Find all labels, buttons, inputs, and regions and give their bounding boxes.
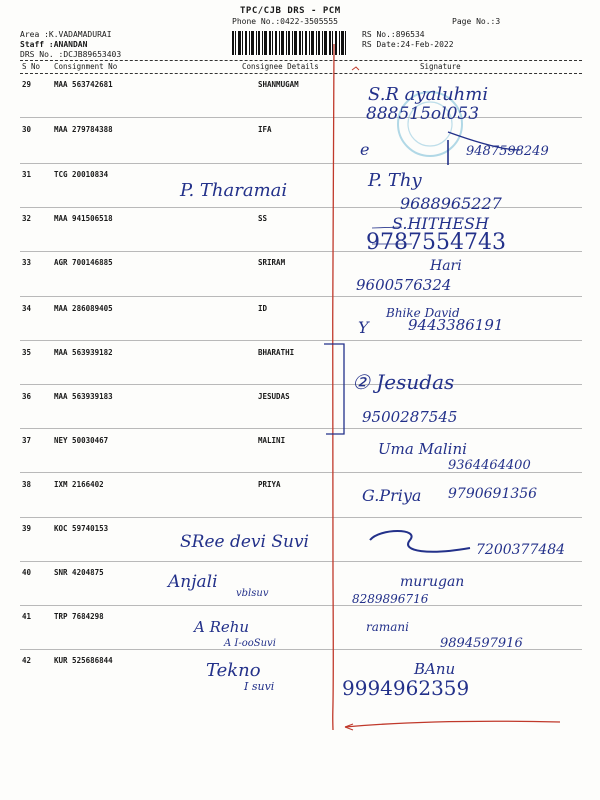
consignee-handwritten: P. Tharamai — [180, 180, 288, 201]
row-sno: 30 — [22, 125, 32, 134]
row-consignee: MALINI — [258, 436, 286, 445]
signature-text: murugan — [400, 574, 465, 590]
row-divider — [20, 428, 582, 429]
page-number: Page No.:3 — [452, 17, 501, 26]
row-consignment: NEY 50030467 — [54, 436, 109, 445]
consignee-handwritten: Anjali — [168, 572, 218, 592]
signature-text: S.R ayaluhmi — [368, 84, 489, 105]
row-consignment: IXM 2166402 — [54, 480, 104, 489]
staff-line — [20, 40, 87, 50]
row-sno: 34 — [22, 304, 32, 313]
row-consignment: TRP 7684298 — [54, 612, 104, 621]
row-sno: 39 — [22, 524, 32, 533]
phone-handwritten: 9994962359 — [342, 676, 470, 700]
phone-handwritten: 7200377484 — [476, 542, 566, 558]
rs-date: RS Date:24-Feb-2022 — [362, 40, 454, 49]
phone-handwritten: 9790691356 — [448, 486, 538, 502]
col-consignee: Consignee Details — [242, 62, 319, 71]
header-rule-top — [20, 60, 582, 61]
row-divider — [20, 561, 582, 562]
row-consignee: PRIYA — [258, 480, 281, 489]
signature-text: P. Thy — [368, 170, 422, 191]
area-label: Area :K.VADAMADURAI — [20, 30, 112, 39]
row-sno: 29 — [22, 80, 32, 89]
handwritten-mark: Y — [358, 318, 369, 337]
row-consignment: MAA 563939183 — [54, 392, 113, 401]
phone-handwritten: 8289896716 — [352, 592, 429, 606]
phone-handwritten: 9364464400 — [448, 458, 531, 473]
handwritten-mark: e — [360, 140, 370, 159]
row-consignment: MAA 279784388 — [54, 125, 113, 134]
signature-text: G.Priya — [362, 486, 422, 505]
row-consignee: IFA — [258, 125, 272, 134]
col-sno: S No — [22, 62, 41, 71]
row-divider — [20, 340, 582, 341]
phone-handwritten: 9500287545 — [362, 408, 458, 426]
consignee-handwritten: SRee devi Suvi — [180, 532, 309, 552]
row-consignment: TCG 20010834 — [54, 170, 109, 179]
col-consignment: Consignment No — [54, 62, 118, 71]
phone-number: Phone No.:0422-3505555 — [232, 17, 338, 26]
row-sno: 31 — [22, 170, 32, 179]
col-signature: Signature — [420, 62, 461, 71]
rs-number: RS No.:896534 — [362, 30, 425, 39]
row-sno: 35 — [22, 348, 32, 357]
row-consignment: SNR 4204875 — [54, 568, 104, 577]
phone-handwritten: 9600576324 — [356, 276, 452, 294]
row-consignment: AGR 700146885 — [54, 258, 113, 267]
signature-text: ramani — [366, 620, 409, 634]
row-sno: 42 — [22, 656, 32, 665]
row-consignee: SRIRAM — [258, 258, 286, 267]
row-consignment: MAA 563939182 — [54, 348, 113, 357]
consignee-sub-handwritten: A I-ooSuvi — [224, 638, 276, 649]
drs-number: DRS No. :DCJB89653403 — [20, 50, 122, 59]
row-sno: 41 — [22, 612, 32, 621]
staff-value: ANANDAN — [53, 40, 88, 49]
row-sno: 36 — [22, 392, 32, 401]
row-sno: 37 — [22, 436, 32, 445]
barcode — [230, 30, 348, 56]
signature-text: BAnu — [414, 660, 456, 678]
consignee-handwritten: A Rehu — [194, 618, 250, 636]
row-sno: 38 — [22, 480, 32, 489]
phone-handwritten: 9894597916 — [440, 636, 523, 651]
row-divider — [20, 517, 582, 518]
phone-handwritten: 9443386191 — [408, 316, 504, 334]
phone-handwritten: 888515ol053 — [366, 104, 480, 124]
row-divider — [20, 117, 582, 118]
row-consignee: SHANMUGAM — [258, 80, 299, 89]
row-divider — [20, 384, 582, 385]
row-consignment: MAA 563742681 — [54, 80, 113, 89]
red-margin-line — [333, 44, 334, 730]
row-consignee: JESUDAS — [258, 392, 290, 401]
staff-label: Staff : — [20, 40, 54, 49]
row-consignment: MAA 941506518 — [54, 214, 113, 223]
consignee-sub-handwritten: vblsuv — [236, 588, 269, 599]
row-sno: 33 — [22, 258, 32, 267]
row-consignee: ID — [258, 304, 268, 313]
row-divider — [20, 163, 582, 164]
bracket-mark — [324, 344, 344, 434]
row-sno: 32 — [22, 214, 32, 223]
row-divider — [20, 605, 582, 606]
signature-text: S.HITHESH — [392, 214, 489, 233]
row-divider — [20, 296, 582, 297]
signature-text: Hari — [430, 258, 462, 274]
header-rule-bottom — [20, 73, 582, 74]
row-consignment: MAA 286089405 — [54, 304, 113, 313]
row-consignee: BHARATHI — [258, 348, 295, 357]
red-end-line — [345, 721, 560, 727]
sheet-title: TPC/CJB DRS - PCM — [240, 6, 341, 16]
consignee-handwritten: Tekno — [206, 660, 261, 681]
row-consignment: KUR 525686844 — [54, 656, 113, 665]
row-sno: 40 — [22, 568, 32, 577]
phone-handwritten: 9688965227 — [400, 194, 502, 213]
signature-text: Uma Malini — [378, 440, 467, 458]
row-consignment: KOC 59740153 — [54, 524, 109, 533]
signature-text: ② Jesudas — [352, 370, 455, 394]
signature-text: Bhike David — [386, 306, 460, 320]
row-consignee: SS — [258, 214, 268, 223]
phone-handwritten: 9487598249 — [466, 144, 549, 159]
consignee-sub-handwritten: I suvi — [244, 680, 275, 693]
phone-handwritten: 9787554743 — [366, 230, 506, 255]
